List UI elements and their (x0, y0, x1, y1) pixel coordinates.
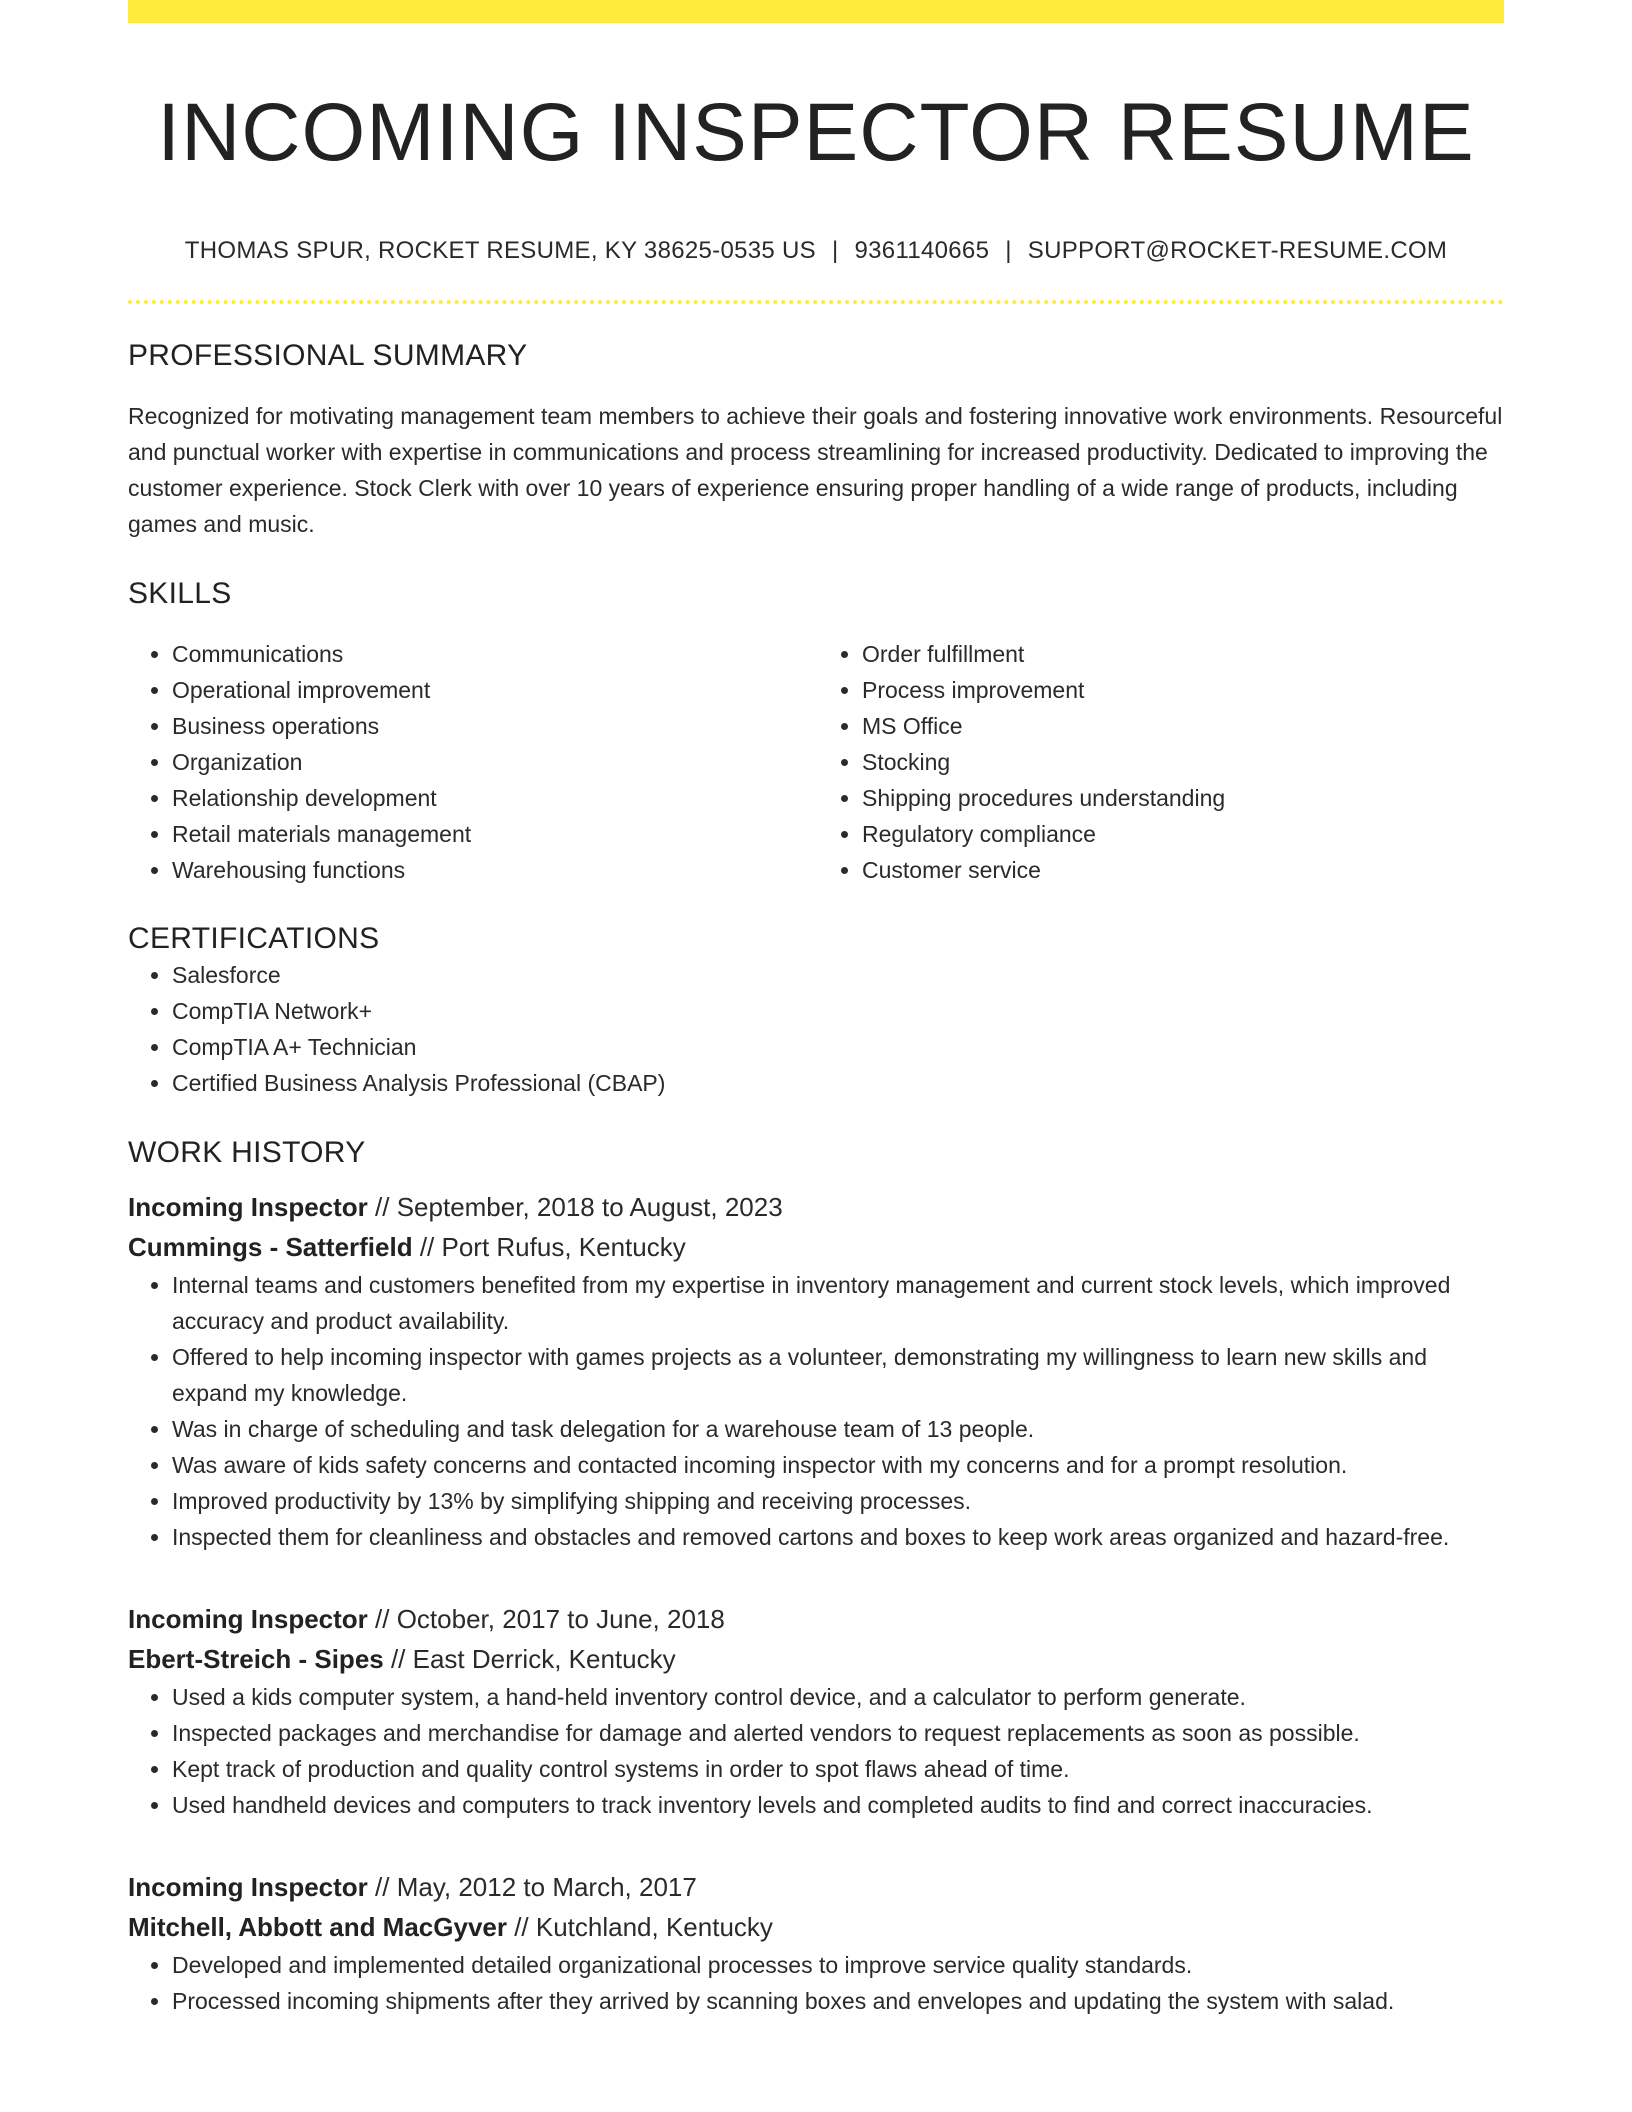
job-dates: // October, 2017 to June, 2018 (367, 1604, 725, 1634)
skills-column-left (128, 636, 816, 889)
skill-item: • Business operations (172, 708, 816, 744)
job-company-line (128, 1227, 1504, 1267)
skills-columns (128, 636, 1504, 889)
job-company: Ebert-Streich - Sipes (128, 1644, 384, 1674)
certifications-heading: CERTIFICATIONS (128, 922, 380, 955)
skills-column-right (816, 636, 1504, 889)
job-company: Mitchell, Abbott and MacGyver (128, 1912, 507, 1942)
job-bullet: • Developed and implemented detailed organizational processes to improve service quality standards. (172, 1947, 1504, 1983)
resume-page (128, 0, 1504, 2019)
contact-email: SUPPORT@ROCKET-RESUME.COM (1027, 237, 1448, 264)
job-bullet: • Improved productivity by 13% by simplifying shipping and receiving processes. (172, 1483, 1504, 1519)
job-bullet: • Processed incoming shipments after they arrived by scanning boxes and envelopes and updating the system with salad. (172, 1983, 1504, 2019)
certifications-list (128, 957, 1504, 1101)
job-dates: // May, 2012 to March, 2017 (367, 1872, 697, 1902)
job-entry (128, 1187, 1504, 1555)
certification-item: • Salesforce (172, 957, 1504, 993)
job-dates: // September, 2018 to August, 2023 (367, 1192, 783, 1222)
contact-line (128, 237, 1504, 265)
job-title-line (128, 1187, 1504, 1227)
summary-heading: PROFESSIONAL SUMMARY (128, 339, 528, 372)
certification-item: • CompTIA A+ Technician (172, 1029, 1504, 1065)
contact-separator: | (1005, 237, 1012, 264)
job-company-line (128, 1639, 1504, 1679)
job-bullet: • Offered to help incoming inspector with games projects as a volunteer, demonstrating my willingness to learn new skills and expand my knowledge. (172, 1339, 1504, 1411)
contact-address: THOMAS SPUR, ROCKET RESUME, KY 38625-0535 US (184, 237, 816, 264)
job-bullet: • Used a kids computer system, a hand-held inventory control device, and a calculator to perform generate. (172, 1679, 1504, 1715)
job-bullet: • Kept track of production and quality control systems in order to spot flaws ahead of time. (172, 1751, 1504, 1787)
job-role: Incoming Inspector (128, 1604, 368, 1634)
summary-text: Recognized for motivating management team members to achieve their goals and fostering innovative work environments. Resourceful and punctual worker with expertise in communications and process streamlining for increased productivity. Dedicated to improving the customer experience. Stock Clerk with over 10 years of experience ensuring proper handling of a wide range of products, including games and music. (128, 403, 1503, 537)
accent-top-bar (128, 0, 1504, 23)
skills-list-left (128, 636, 816, 889)
job-bullets (128, 1267, 1504, 1555)
dotted-divider (128, 300, 1504, 304)
skill-item: • Warehousing functions (172, 852, 816, 889)
job-location: // Kutchland, Kentucky (506, 1912, 773, 1942)
job-bullets (128, 1679, 1504, 1823)
skill-item: • Process improvement (862, 672, 1504, 708)
skill-item: • Retail materials management (172, 816, 816, 852)
job-role: Incoming Inspector (128, 1872, 368, 1902)
skill-item: • Regulatory compliance (862, 816, 1504, 852)
job-title-line (128, 1867, 1504, 1907)
skill-item: • Shipping procedures understanding (862, 780, 1504, 816)
contact-phone: 9361140665 (854, 237, 990, 264)
job-location: // East Derrick, Kentucky (383, 1644, 676, 1674)
skill-item: • MS Office (862, 708, 1504, 744)
certification-item: • Certified Business Analysis Professional (CBAP) (172, 1065, 1504, 1101)
job-bullet: • Inspected them for cleanliness and obstacles and removed cartons and boxes to keep work areas organized and hazard-free. (172, 1519, 1504, 1555)
job-bullet: • Was in charge of scheduling and task delegation for a warehouse team of 13 people. (172, 1411, 1504, 1447)
job-entry (128, 1867, 1504, 2019)
skill-item: • Organization (172, 744, 816, 780)
job-bullet: • Inspected packages and merchandise for damage and alerted vendors to request replacements as soon as possible. (172, 1715, 1504, 1751)
skills-heading: SKILLS (128, 577, 232, 610)
resume-title: INCOMING INSPECTOR RESUME (157, 87, 1475, 178)
certification-item: • CompTIA Network+ (172, 993, 1504, 1029)
job-company-line (128, 1907, 1504, 1947)
job-location: // Port Rufus, Kentucky (412, 1232, 686, 1262)
job-bullet: • Internal teams and customers benefited from my expertise in inventory management and current stock levels, which improved accuracy and product availability. (172, 1267, 1504, 1339)
skill-item: • Relationship development (172, 780, 816, 816)
job-title-line (128, 1599, 1504, 1639)
job-role: Incoming Inspector (128, 1192, 368, 1222)
skill-item: • Communications (172, 636, 816, 672)
skill-item: • Stocking (862, 744, 1504, 780)
skill-item: • Operational improvement (172, 672, 816, 708)
skill-item: • Customer service (862, 852, 1504, 889)
job-bullets (128, 1947, 1504, 2019)
contact-separator: | (831, 237, 839, 264)
job-company: Cummings - Satterfield (128, 1232, 413, 1262)
work-history-heading: WORK HISTORY (128, 1136, 366, 1169)
skill-item: • Order fulfillment (862, 636, 1504, 672)
skills-list-right (816, 636, 1504, 889)
job-entry (128, 1599, 1504, 1823)
job-bullet: • Was aware of kids safety concerns and contacted incoming inspector with my concerns and for a prompt resolution. (172, 1447, 1504, 1483)
job-bullet: • Used handheld devices and computers to track inventory levels and completed audits to find and correct inaccuracies. (172, 1787, 1504, 1823)
